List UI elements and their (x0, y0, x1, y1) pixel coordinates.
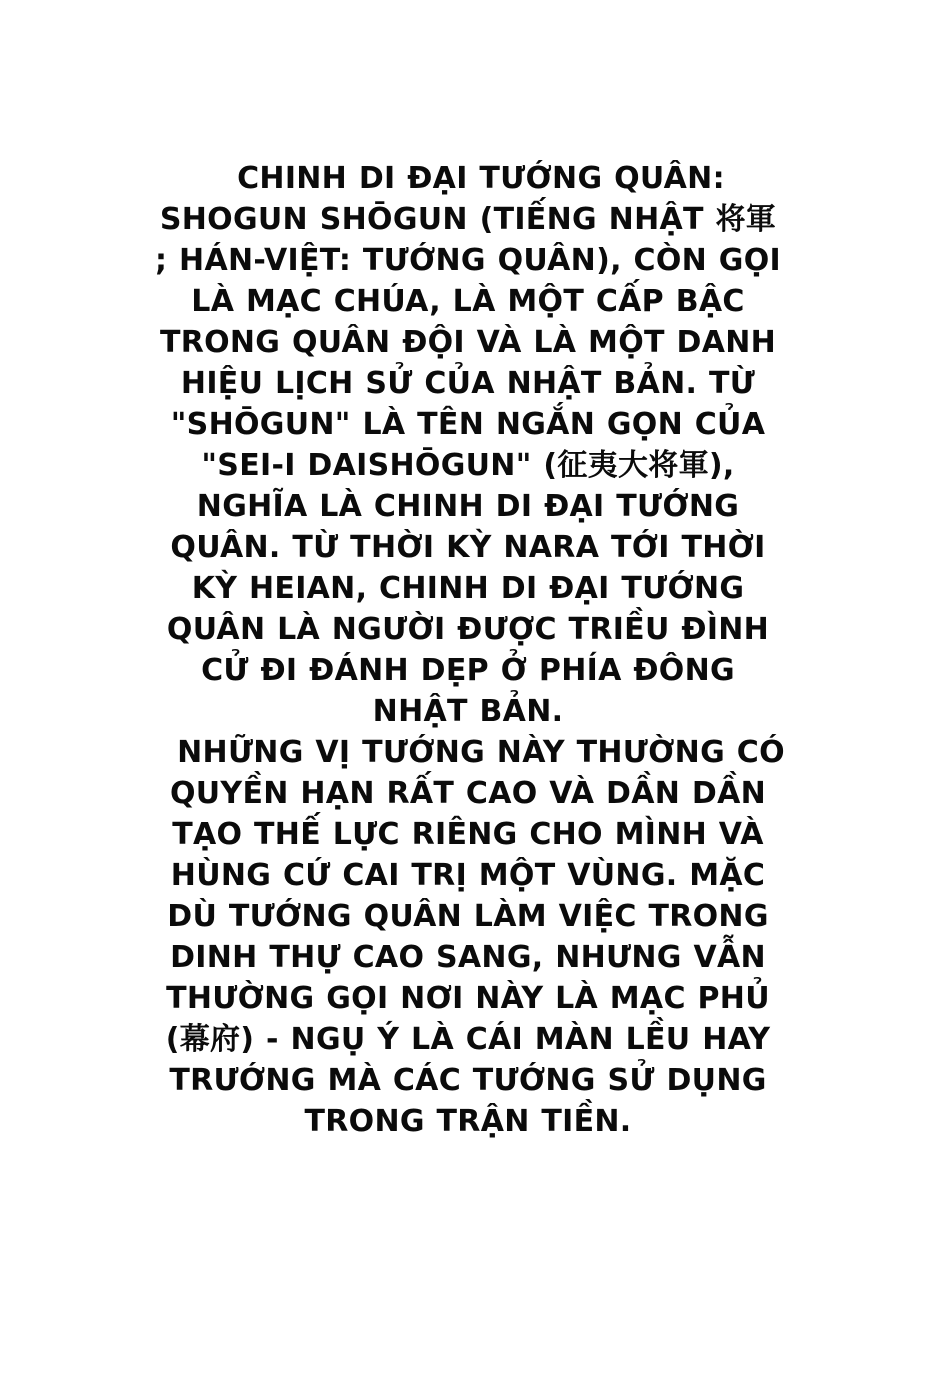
paragraph-1 (148, 158, 788, 732)
text-block (148, 158, 788, 1142)
paragraph-2 (148, 732, 788, 1142)
paragraph-1-text: CHINH DI ĐẠI TƯỚNG QUÂN: SHOGUN SHŌGUN (TIẾNG NHẬT 将軍 ; HÁN-VIỆT: TƯỚNG QUÂN), CÒN GỌI LÀ MẠC CHÚA, LÀ MỘT CẤP BẬC TRONG QUÂN ĐỘI VÀ LÀ MỘT DANH HIỆU LỊCH SỬ CỦA NHẬT BẢN. TỪ "SHŌGUN" LÀ TÊN NGẮN GỌN CỦA "SEI-I DAISHŌGUN" (征夷大将軍), NGHĨA LÀ CHINH DI ĐẠI TƯỚNG QUÂN. TỪ THỜI KỲ NARA TỚI THỜI KỲ HEIAN, CHINH DI ĐẠI TƯỚNG QUÂN LÀ NGƯỜI ĐƯỢC TRIỀU ĐÌNH CỬ ĐI ĐÁNH DẸP Ở PHÍA ĐÔNG NHẬT BẢN. (155, 161, 781, 729)
paragraph-2-text: NHỮNG VỊ TƯỚNG NÀY THƯỜNG CÓ QUYỀN HẠN RẤT CAO VÀ DẦN DẦN TẠO THẾ LỰC RIÊNG CHO MÌNH VÀ HÙNG CỨ CAI TRỊ MỘT VÙNG. MẶC DÙ TƯỚNG QUÂN LÀM VIỆC TRONG DINH THỰ CAO SANG, NHƯNG VẪN THƯỜNG GỌI NƠI NÀY LÀ MẠC PHỦ (幕府) - NGỤ Ý LÀ CÁI MÀN LỀU HAY TRƯỚNG MÀ CÁC TƯỚNG SỬ DỤNG TRONG TRẬN TIỀN. (165, 735, 785, 1139)
